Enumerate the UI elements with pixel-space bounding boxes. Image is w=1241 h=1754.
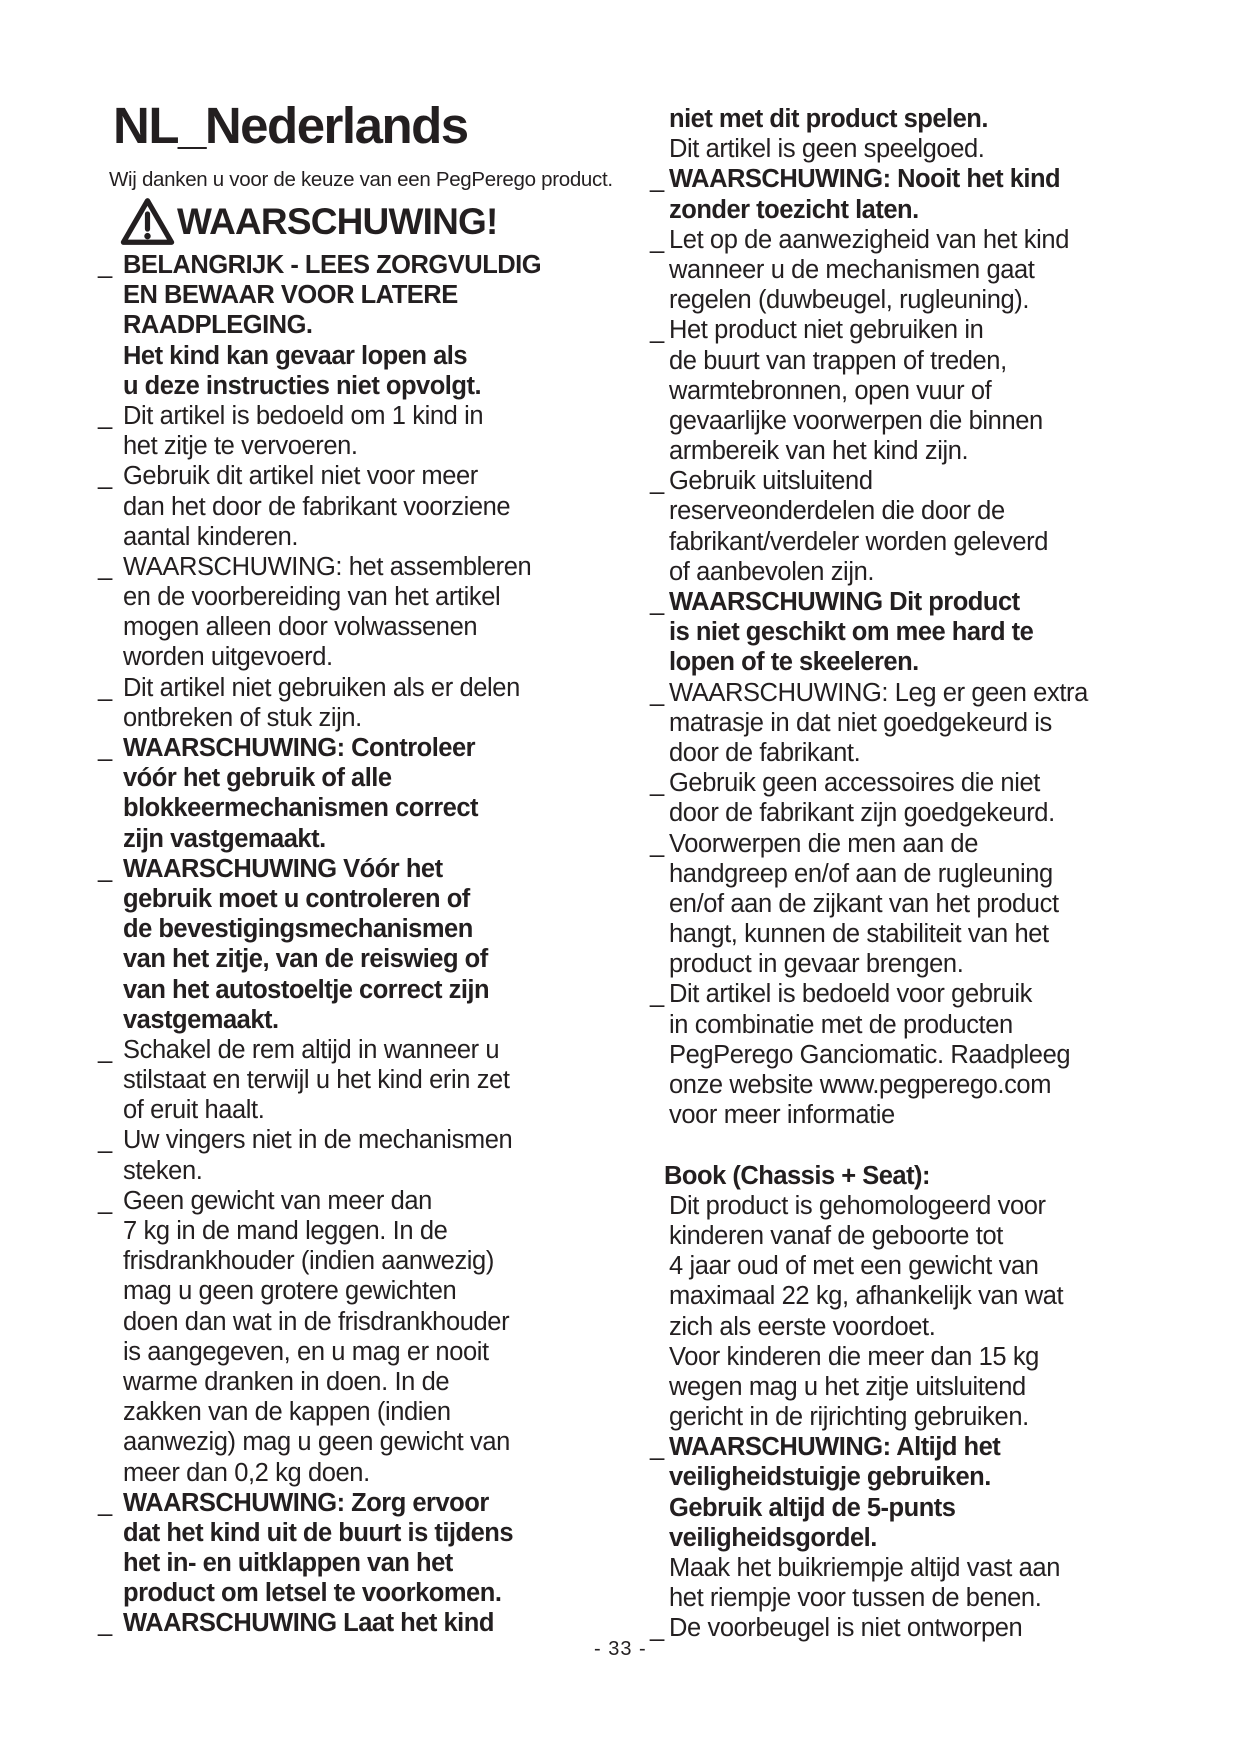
text-line: reserveonderdelen die door de xyxy=(669,497,1005,526)
text-line: vastgemaakt. xyxy=(123,1005,279,1034)
text-line: WAARSCHUWING: Leg er geen extra xyxy=(669,678,1088,707)
bullet-dash: _ xyxy=(98,462,113,491)
text-line: RAADPLEGING. xyxy=(123,311,313,340)
text-line: warmtebronnen, open vuur of xyxy=(669,376,992,405)
text-line: wanneer u de mechanismen gaat xyxy=(669,255,1035,284)
text-line: Gebruik geen accessoires die niet xyxy=(669,769,1040,798)
text-line: WAARSCHUWING Dit product xyxy=(669,588,1020,616)
text-line: zich als eerste voordoet. xyxy=(669,1312,936,1341)
text-line: Dit product is gehomologeerd voor xyxy=(669,1191,1046,1220)
paragraph xyxy=(650,1191,1150,1342)
bullet-dash: _ xyxy=(650,980,665,1009)
text-line: fabrikant/verdeler worden geleverd xyxy=(669,527,1049,556)
bullet-dash: _ xyxy=(650,588,665,616)
bullet-dash: _ xyxy=(650,678,665,707)
text-line: zakken van de kappen (indien xyxy=(123,1398,451,1427)
text-line: blokkeermechanismen correct xyxy=(123,794,479,823)
page-number: - 33 - xyxy=(594,1638,647,1660)
text-line: steken. xyxy=(123,1156,203,1185)
bullet-item xyxy=(650,315,1150,466)
text-line: 4 jaar oud of met een gewicht van xyxy=(669,1252,1039,1281)
text-line: onze website www.pegperego.com xyxy=(669,1071,1052,1099)
text-line: vóór het gebruik of alle xyxy=(123,764,392,793)
text-line: gevaarlijke voorwerpen die binnen xyxy=(669,406,1043,435)
text-line: warme dranken in doen. In de xyxy=(123,1367,450,1396)
text-line: WAARSCHUWING: Controleer xyxy=(123,734,476,762)
text-line: Dit artikel is geen speelgoed. xyxy=(669,135,985,164)
text-line: is aangegeven, en u mag er nooit xyxy=(123,1337,489,1366)
bullet-item xyxy=(650,829,1150,980)
bullet-item xyxy=(98,552,578,673)
text-line: en de voorbereiding van het artikel xyxy=(123,583,501,612)
bullet-dash: _ xyxy=(98,1609,113,1638)
thank-you-subtitle: Wij danken u voor de keuze van een PegPerego product. xyxy=(109,168,613,191)
text-line: stilstaat en terwijl u het kind erin zet xyxy=(123,1066,510,1095)
text-line: WAARSCHUWING: Zorg ervoor xyxy=(123,1488,489,1517)
text-line: lopen of te skeeleren. xyxy=(669,648,919,677)
bullet-item xyxy=(98,673,578,733)
bullet-item xyxy=(650,1432,1150,1553)
bullet-dash: _ xyxy=(650,165,665,194)
bullet-dash: _ xyxy=(98,401,113,430)
text-line: door de fabrikant. xyxy=(669,738,861,767)
text-line: Geen gewicht van meer dan xyxy=(123,1186,432,1215)
bullet-dash: _ xyxy=(98,673,113,702)
text-line: product om letsel te voorkomen. xyxy=(123,1579,502,1608)
bullet-item xyxy=(650,768,1150,828)
text-line: veiligheidsgordel. xyxy=(669,1523,877,1552)
left-column xyxy=(98,250,578,1639)
text-line: Het kind kan gevaar lopen als xyxy=(123,341,468,370)
text-line: Gebruik dit artikel niet voor meer xyxy=(123,462,478,491)
text-line: dan het door de fabrikant voorziene xyxy=(123,492,511,521)
bullet-item xyxy=(650,979,1150,1130)
bullet-item xyxy=(98,1035,578,1126)
text-line: gericht in de rijrichting gebruiken. xyxy=(669,1403,1029,1432)
text-line: dat het kind uit de buurt is tijdens xyxy=(123,1518,514,1547)
text-line: WAARSCHUWING: Nooit het kind xyxy=(669,165,1061,194)
bullet-dash: _ xyxy=(98,1126,113,1155)
text-line: Uw vingers niet in de mechanismen xyxy=(123,1126,513,1155)
bullet-item xyxy=(650,164,1150,224)
text-line: in combinatie met de producten xyxy=(669,1010,1013,1039)
text-line: maximaal 22 kg, afhankelijk van wat xyxy=(669,1282,1064,1311)
warning-heading: WAARSCHUWING! xyxy=(177,200,498,242)
text-line: en/of aan de zijkant van het product xyxy=(669,889,1059,918)
text-line: Gebruik altijd de 5-punts xyxy=(669,1493,956,1522)
text-line: het in- en uitklappen van het xyxy=(123,1549,453,1578)
bullet-item xyxy=(98,401,578,461)
text-line: WAARSCHUWING: Altijd het xyxy=(669,1433,1001,1462)
text-line: het zitje te vervoeren. xyxy=(123,432,358,461)
bullet-dash: _ xyxy=(98,552,113,581)
text-line: gebruik moet u controleren of xyxy=(123,884,470,913)
text-line: kinderen vanaf de geboorte tot xyxy=(669,1221,1003,1250)
text-line: BELANGRIJK - LEES ZORGVULDIG xyxy=(123,251,542,279)
text-line: wegen mag u het zitje uitsluitend xyxy=(669,1372,1026,1401)
text-line: EN BEWAAR VOOR LATERE xyxy=(123,281,458,310)
bullet-item xyxy=(650,225,1150,316)
text-line: Dit artikel is bedoeld om 1 kind in xyxy=(123,401,484,430)
text-line: PegPerego Ganciomatic. Raadpleeg xyxy=(669,1040,1071,1069)
spacer xyxy=(650,1130,1150,1160)
text-line: de bevestigingsmechanismen xyxy=(123,915,473,944)
text-line: armbereik van het kind zijn. xyxy=(669,437,969,466)
bullet-item xyxy=(98,1488,578,1609)
bullet-dash: _ xyxy=(650,1433,665,1462)
text-line: zonder toezicht laten. xyxy=(669,195,919,224)
paragraph xyxy=(650,1553,1150,1613)
text-line: WAARSCHUWING Laat het kind xyxy=(123,1609,494,1638)
bullet-item xyxy=(98,854,578,1035)
bullet-dash: _ xyxy=(98,854,113,883)
text-line: Voor kinderen die meer dan 15 kg xyxy=(669,1342,1039,1371)
text-line: Schakel de rem altijd in wanneer u xyxy=(123,1035,500,1064)
text-line: of aanbevolen zijn. xyxy=(669,557,875,586)
bullet-item xyxy=(650,678,1150,769)
page-title: NL_Nederlands xyxy=(113,97,468,154)
bullet-item xyxy=(650,587,1150,678)
bullet-dash: _ xyxy=(98,251,113,279)
bullet-item xyxy=(98,461,578,552)
paragraph xyxy=(98,341,578,401)
text-line: meer dan 0,2 kg doen. xyxy=(123,1458,370,1487)
text-line: De voorbeugel is niet ontworpen xyxy=(669,1614,1023,1643)
text-line: handgreep en/of aan de rugleuning xyxy=(669,859,1053,888)
bullet-dash: _ xyxy=(650,225,665,254)
text-line: mogen alleen door volwassenen xyxy=(123,613,478,642)
paragraph xyxy=(650,134,1150,164)
bullet-item xyxy=(98,733,578,854)
text-line: door de fabrikant zijn goedgekeurd. xyxy=(669,799,1055,828)
bullet-dash: _ xyxy=(650,316,665,345)
text-line: voor meer informatie xyxy=(669,1101,895,1130)
bullet-dash: _ xyxy=(98,734,113,762)
bullet-dash: _ xyxy=(650,769,665,798)
text-line: Gebruik uitsluitend xyxy=(669,467,873,496)
text-line: hangt, kunnen de stabiliteit van het xyxy=(669,920,1049,949)
text-line: Dit artikel is bedoeld voor gebruik xyxy=(669,980,1033,1009)
text-line: WAARSCHUWING: het assembleren xyxy=(123,552,532,581)
bullet-dash: _ xyxy=(98,1488,113,1517)
warning-header xyxy=(119,196,498,247)
section-heading xyxy=(650,1161,1150,1191)
text-line: Voorwerpen die men aan de xyxy=(669,829,978,858)
text-line: van het zitje, van de reiswieg of xyxy=(123,945,488,974)
bullet-dash: _ xyxy=(650,829,665,858)
text-line: frisdrankhouder (indien aanwezig) xyxy=(123,1247,494,1276)
text-line: de buurt van trappen of treden, xyxy=(669,346,1007,375)
bullet-dash: _ xyxy=(98,1186,113,1215)
text-line: Dit artikel niet gebruiken als er delen xyxy=(123,673,520,702)
text-line: Maak het buikriempje altijd vast aan xyxy=(669,1554,1060,1582)
bullet-dash: _ xyxy=(650,1614,665,1643)
bullet-item xyxy=(98,1186,578,1488)
text-line: aantal kinderen. xyxy=(123,522,299,551)
text-line: ontbreken of stuk zijn. xyxy=(123,703,362,732)
text-line: Let op de aanwezigheid van het kind xyxy=(669,225,1069,254)
bullet-item xyxy=(650,466,1150,587)
text-line: product in gevaar brengen. xyxy=(669,950,964,979)
text-line: doen dan wat in de frisdrankhouder xyxy=(123,1307,510,1336)
text-line: niet met dit product spelen. xyxy=(669,105,988,133)
text-line: 7 kg in de mand leggen. In de xyxy=(123,1217,448,1245)
bullet-dash: _ xyxy=(98,1035,113,1064)
text-line: regelen (duwbeugel, rugleuning). xyxy=(669,286,1030,315)
text-line: worden uitgevoerd. xyxy=(123,643,333,672)
right-column xyxy=(650,104,1150,1644)
bullet-item xyxy=(98,1125,578,1185)
bullet-item xyxy=(98,250,578,341)
bullet-dash: _ xyxy=(650,467,665,496)
text-line: zijn vastgemaakt. xyxy=(123,824,326,853)
text-line: Book (Chassis + Seat): xyxy=(664,1161,931,1190)
text-line: matrasje in dat niet goedgekeurd is xyxy=(669,708,1052,737)
text-line: het riempje voor tussen de benen. xyxy=(669,1584,1042,1613)
text-line: u deze instructies niet opvolgt. xyxy=(123,371,482,400)
bullet-item xyxy=(98,1608,578,1638)
text-line: WAARSCHUWING Vóór het xyxy=(123,854,443,883)
paragraph xyxy=(650,104,1150,134)
text-line: mag u geen grotere gewichten xyxy=(123,1277,457,1306)
text-line: of eruit haalt. xyxy=(123,1096,265,1125)
text-line: aanwezig) mag u geen gewicht van xyxy=(123,1428,510,1457)
text-line: veiligheidstuigje gebruiken. xyxy=(669,1463,991,1492)
text-line: is niet geschikt om mee hard te xyxy=(669,618,1034,647)
warning-triangle-icon xyxy=(119,196,176,247)
text-line: Het product niet gebruiken in xyxy=(669,316,984,345)
bullet-item xyxy=(650,1613,1150,1643)
text-line: van het autostoeltje correct zijn xyxy=(123,975,490,1004)
paragraph xyxy=(650,1342,1150,1433)
